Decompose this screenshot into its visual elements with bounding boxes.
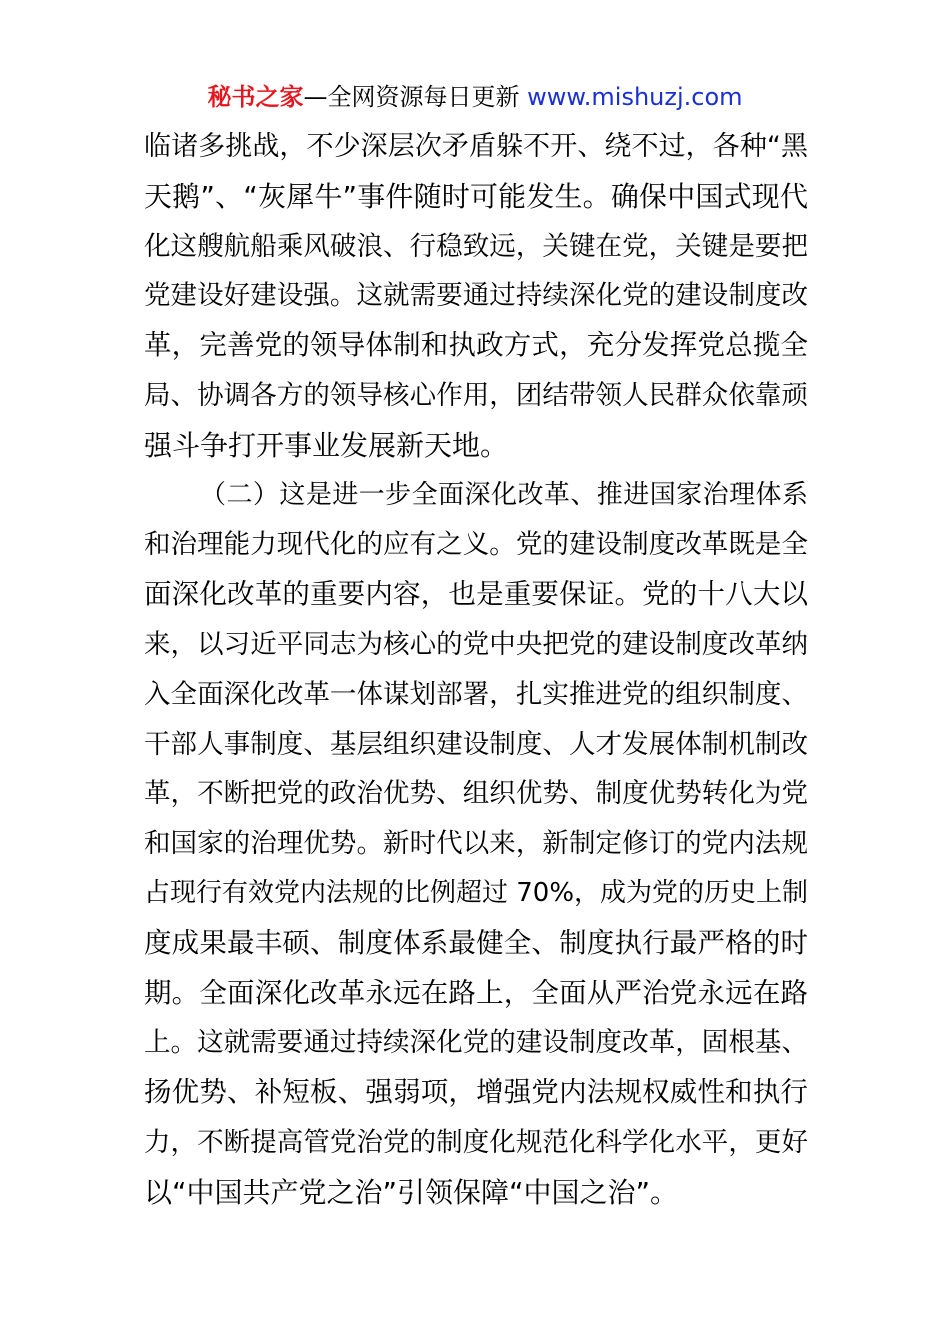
text-line: 扬优势、补短板、强弱项，增强党内法规权威性和执行 bbox=[144, 1076, 808, 1109]
text-line: 入全面深化改革一体谋划部署，扎实推进党的组织制度、 bbox=[144, 678, 808, 710]
paragraph-continuation bbox=[144, 122, 808, 471]
text-line: 力，不断提高管党治党的制度化规范化科学化水平，更好 bbox=[144, 1126, 808, 1158]
site-header bbox=[0, 80, 950, 114]
text-line: 强斗争打开事业发展新天地。 bbox=[144, 428, 509, 462]
text-line: 党建设好建设强。这就需要通过持续深化党的建设制度改 bbox=[144, 280, 808, 312]
text-line: 上。这就需要通过持续深化党的建设制度改革，固根基、 bbox=[144, 1027, 808, 1059]
section-heading-line: （二）这是进一步全面深化改革、推进国家治理体系 bbox=[200, 479, 808, 510]
text-line: 和治理能力现代化的应有之义。党的建设制度改革既是全 bbox=[144, 529, 808, 561]
site-brand: 秘书之家 bbox=[207, 83, 304, 111]
text-line: 临诸多挑战，不少深层次矛盾躲不开、绕不过，各种“黑 bbox=[144, 131, 808, 162]
text-line: 期。全面深化改革永远在路上，全面从严治党永远在路 bbox=[144, 976, 808, 1009]
text-line: 局、协调各方的领导核心作用，团结带领人民群众依靠顽 bbox=[144, 379, 808, 411]
text-line: 占现行有效党内法规的比例超过 70%，成为党的历史上制 bbox=[144, 877, 809, 908]
text-line: 干部人事制度、基层组织建设制度、人才发展体制机制改 bbox=[144, 728, 808, 760]
paragraph-section-two bbox=[144, 471, 808, 1218]
text-line: 和国家的治理优势。新时代以来，新制定修订的党内法规 bbox=[144, 828, 808, 860]
text-line: 化这艘航船乘风破浪、行稳致远，关键在党，关键是要把 bbox=[144, 230, 808, 262]
text-line: 天鹅”、“灰犀牛”事件随时可能发生。确保中国式现代 bbox=[144, 179, 808, 213]
site-tagline: —全网资源每日更新 bbox=[303, 83, 528, 111]
text-line: 来，以习近平同志为核心的党中央把党的建设制度改革纳 bbox=[144, 628, 808, 660]
site-url-link[interactable]: www.mishuzj.com bbox=[527, 83, 743, 111]
document-body bbox=[144, 122, 808, 1218]
text-line: 面深化改革的重要内容，也是重要保证。党的十八大以 bbox=[144, 578, 808, 611]
text-line: 革，完善党的领导体制和执政方式，充分发挥党总揽全 bbox=[144, 329, 808, 362]
text-line: 度成果最丰硕、制度体系最健全、制度执行最严格的时 bbox=[144, 926, 808, 959]
text-line: 革，不断把党的政治优势、组织优势、制度优势转化为党 bbox=[144, 778, 808, 810]
text-line: 以“中国共产党之治”引领保障“中国之治”。 bbox=[144, 1175, 679, 1209]
